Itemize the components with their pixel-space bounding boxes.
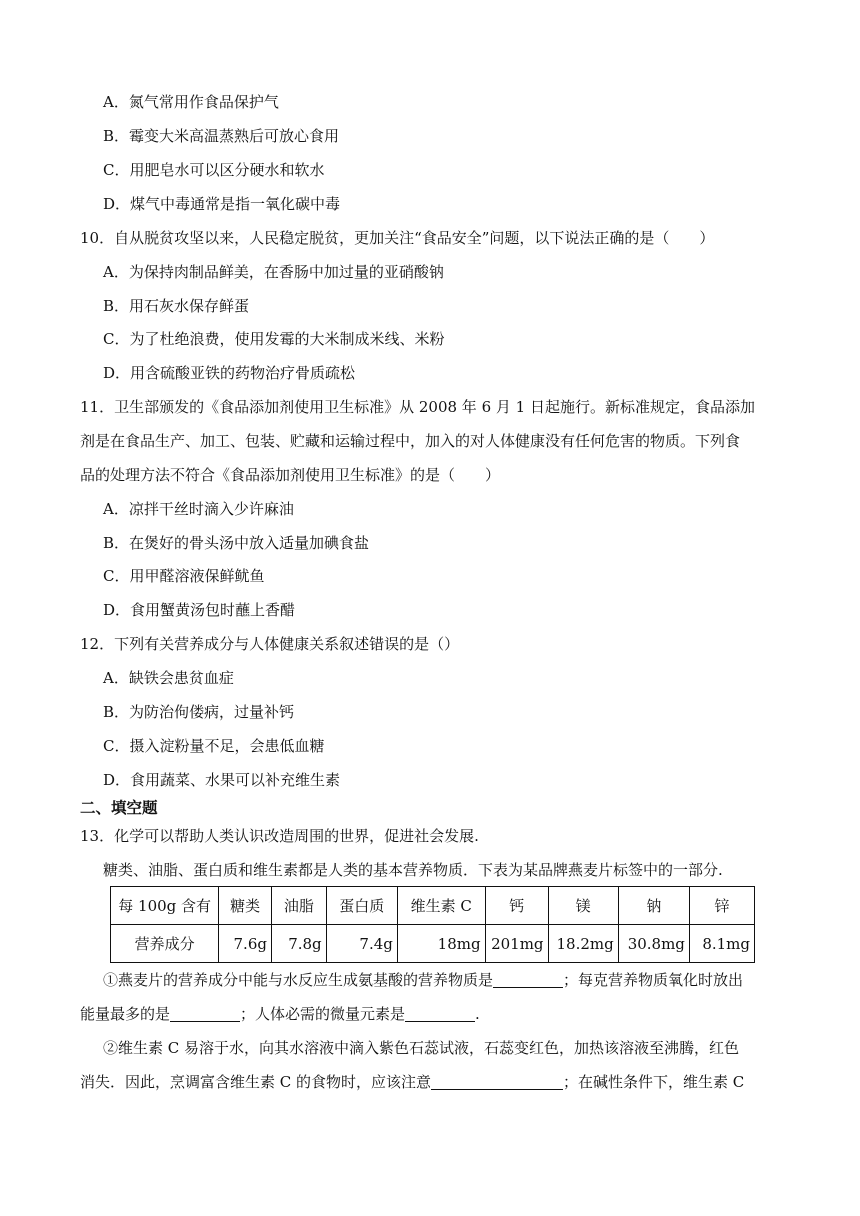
table-row <box>111 925 755 963</box>
table-header-cell: 维生素 C <box>397 887 485 925</box>
table-value-cell: 8.1mg <box>689 925 754 963</box>
q9-option-a: A．氮气常用作食品保护气 <box>103 93 279 111</box>
q9-option-d: D．煤气中毒通常是指一氧化碳中毒 <box>103 195 341 213</box>
answer-blank-2[interactable] <box>170 1005 240 1022</box>
q13-part2-line-1: ②维生素 C 易溶于水，向其水溶液中滴入紫色石蕊试液，石蕊变红色，加热该溶液至沸腾，红色 <box>103 1039 740 1057</box>
nutrition-table <box>110 886 755 963</box>
table-value-cell: 30.8mg <box>618 925 689 963</box>
q12-option-b: B．为防治佝偻病，过量补钙 <box>103 703 295 721</box>
q11-stem-line-3: 品的处理方法不符合《食品添加剂使用卫生标准》的是（ ） <box>80 466 501 484</box>
answer-blank-1[interactable] <box>493 971 563 988</box>
q12-option-c: C．摄入淀粉量不足，会患低血糖 <box>103 737 325 755</box>
q11-stem-line-1: 11．卫生部颁发的《食品添加剂使用卫生标准》从 2008 年 6 月 1 日起施行。新标准规定，食品添加 <box>80 398 755 416</box>
answer-blank-3[interactable] <box>405 1005 475 1022</box>
q10-option-a: A．为保持肉制品鲜美，在香肠中加过量的亚硝酸钠 <box>103 263 444 281</box>
table-value-cell: 7.6g <box>219 925 272 963</box>
table-row-label-top: 每 100g 含有 <box>111 887 219 925</box>
table-header-cell: 锌 <box>689 887 754 925</box>
q13-stem: 13．化学可以帮助人类认识改造周围的世界，促进社会发展. <box>80 827 479 845</box>
table-header-cell: 钠 <box>618 887 689 925</box>
table-value-cell: 7.8g <box>271 925 326 963</box>
q9-option-b: B．霉变大米高温蒸熟后可放心食用 <box>103 127 340 145</box>
table-value-cell: 18mg <box>397 925 485 963</box>
q12-stem: 12．下列有关营养成分与人体健康关系叙述错误的是（） <box>80 635 460 653</box>
q10-stem: 10．自从脱贫攻坚以来，人民稳定脱贫，更加关注“食品安全”问题，以下说法正确的是（ ） <box>80 229 715 247</box>
q13-part1-line-2 <box>80 1004 480 1024</box>
q12-option-a: A．缺铁会患贫血症 <box>103 669 234 687</box>
table-value-cell: 201mg <box>485 925 548 963</box>
q10-option-b: B．用石灰水保存鲜蛋 <box>103 297 250 315</box>
table-row-label-bottom: 营养成分 <box>111 925 219 963</box>
q13-part1-text-b: ；每克营养物质氧化时放出 <box>563 971 744 989</box>
q13-part1-text-e: . <box>475 1005 480 1023</box>
table-header-cell: 镁 <box>548 887 618 925</box>
q13-part2-text-c: ；在碱性条件下，维生素 C <box>563 1073 745 1091</box>
section-heading: 二、填空题 <box>80 799 158 817</box>
q11-stem-line-2: 剂是在食品生产、加工、包装、贮藏和运输过程中，加入的对人体健康没有任何危害的物质。下列食 <box>80 432 741 450</box>
table-header-cell: 油脂 <box>271 887 326 925</box>
table-header-cell: 蛋白质 <box>326 887 397 925</box>
q11-option-d: D．食用蟹黄汤包时蘸上香醋 <box>103 601 296 619</box>
q13-part1-text-a: ①燕麦片的营养成分中能与水反应生成氨基酸的营养物质是 <box>103 971 494 989</box>
q13-part1-text-c: 能量最多的是 <box>80 1005 171 1023</box>
q10-option-c: C．为了杜绝浪费，使用发霉的大米制成米线、米粉 <box>103 330 445 348</box>
q11-option-b: B．在煲好的骨头汤中放入适量加碘食盐 <box>103 534 370 552</box>
answer-blank-4[interactable] <box>431 1073 563 1090</box>
q9-option-c: C．用肥皂水可以区分硬水和软水 <box>103 161 325 179</box>
q13-part1-line-1 <box>103 970 743 990</box>
table-value-cell: 18.2mg <box>548 925 618 963</box>
q13-part2-text-b: 消失．因此，烹调富含维生素 C 的食物时，应该注意 <box>80 1073 432 1091</box>
q11-option-c: C．用甲醛溶液保鲜鱿鱼 <box>103 567 265 585</box>
q13-intro: 糖类、油脂、蛋白质和维生素都是人类的基本营养物质．下表为某品牌燕麦片标签中的一部分. <box>103 861 723 879</box>
table-header-cell: 糖类 <box>219 887 272 925</box>
table-value-cell: 7.4g <box>326 925 397 963</box>
q13-part1-text-d: ；人体必需的微量元素是 <box>240 1005 406 1023</box>
q13-part2-line-2 <box>80 1072 744 1092</box>
q12-option-d: D．食用蔬菜、水果可以补充维生素 <box>103 771 341 789</box>
table-row <box>111 887 755 925</box>
table-header-cell: 钙 <box>485 887 548 925</box>
q10-option-d: D．用含硫酸亚铁的药物治疗骨质疏松 <box>103 364 356 382</box>
q11-option-a: A．凉拌干丝时滴入少许麻油 <box>103 500 294 518</box>
